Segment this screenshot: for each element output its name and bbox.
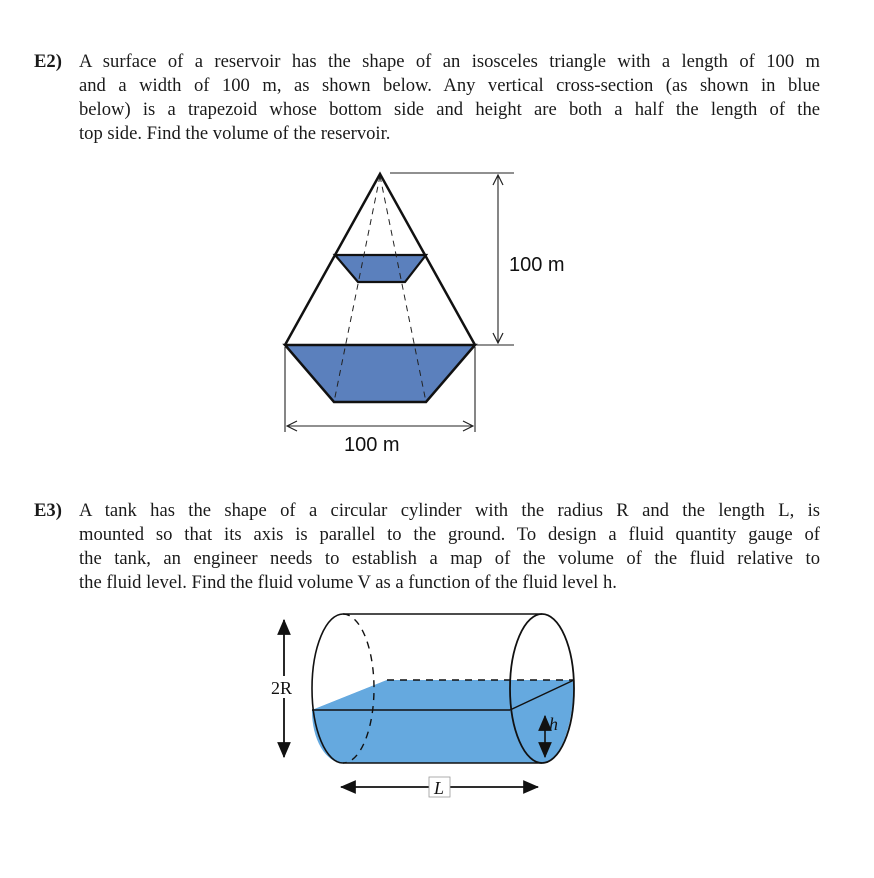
problem-line: top side. Find the volume of the reservoir. [79,123,391,144]
problem-line: and a width of 100 m, as shown below. Any vertical cross-section (as shown in blue [79,75,820,96]
problem-line: mounted so that its axis is parallel to the ground. To design a fluid quantity gauge of [79,524,820,545]
problem-line: the tank, an engineer needs to establish a map of the volume of the fluid relative to [79,548,820,569]
problem-line: A surface of a reservoir has the shape of an isosceles triangle with a length of 100 m [79,51,820,72]
problem-line: below) is a trapezoid whose bottom side and height are both a half the length of the [79,99,820,120]
problem-e3 [34,499,820,595]
problem-line: the fluid level. Find the fluid volume V as a function of the fluid level h. [79,572,617,593]
tank-figure [270,614,574,798]
problem-text [79,499,820,595]
height-label: 100 m [509,254,565,276]
level-label: h [549,714,558,734]
width-label: 100 m [344,434,400,456]
large-cross-section [285,345,475,402]
diameter-label: 2R [271,678,293,698]
problem-line: A tank has the shape of a circular cylinder with the radius R and the length L, is [79,500,820,521]
small-cross-section [335,255,426,282]
problem-number: E3) [34,500,62,521]
length-label: L [434,778,445,798]
problem-number: E2) [34,51,62,72]
